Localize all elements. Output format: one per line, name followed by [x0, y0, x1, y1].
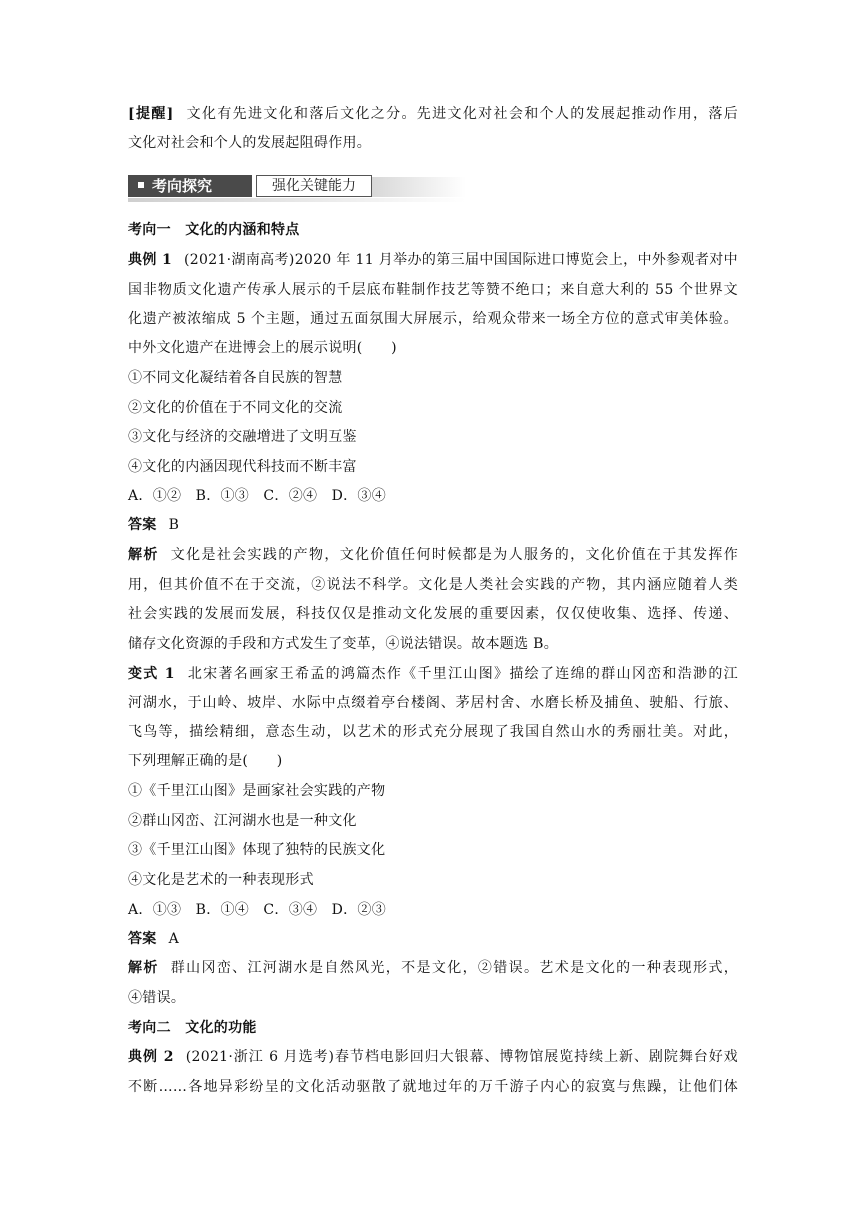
example1-choices: A．①② B．①③ C．②④ D．③④ [128, 488, 387, 504]
example1-analysis-3: 社会实践的发展而发展，科技仅仅是推动文化发展的重要因素，仅仅使收集、选择、传递、 [128, 606, 738, 622]
variant1-analysis-1: 解析 群山冈峦、江河湖水是自然风光，不是文化，②错误。艺术是文化的一种表现形式， [128, 960, 738, 976]
variant1-label: 变式 1 [128, 666, 175, 682]
banner-underline [128, 198, 466, 202]
example1-line-2: 国非物质文化遗产传承人展示的千层底布鞋制作技艺等赞不绝口；来自意大利的 55 个世界文 [128, 282, 738, 298]
variant1-option-3: ③《千里江山图》体现了独特的民族文化 [128, 842, 386, 858]
square-bullet-icon [138, 182, 144, 188]
reminder-text-1: 文化有先进文化和落后文化之分。先进文化对社会和个人的发展起推动作用，落后 [185, 106, 738, 122]
example1-label: 典例 1 [128, 252, 173, 268]
example1-option-4: ④文化的内涵因现代科技而不断丰富 [128, 459, 357, 475]
example1-option-2: ②文化的价值在于不同文化的交流 [128, 400, 343, 416]
example1-option-1: ①不同文化凝结着各自民族的智慧 [128, 370, 343, 386]
variant1-line-3: 飞鸟等，描绘精细，意态生动，以艺术的形式充分展现了我国自然山水的秀丽壮美。对此， [128, 724, 738, 740]
section-title-2: 考向二 文化的功能 [128, 1020, 257, 1036]
example1-line-4: 中外文化遗产在进博会上的展示说明( ) [128, 340, 397, 356]
example1-line-3: 化遗产被浓缩成 5 个主题，通过五面氛围大屏展示，给观众带来一场全方位的意式审美体验。 [128, 311, 738, 327]
variant1-choices: A．①③ B．①④ C．③④ D．②③ [128, 902, 387, 918]
example1-analysis-4: 储存文化资源的手段和方式发生了变革，④说法错误。故本题选 B。 [128, 636, 559, 652]
variant1-option-4: ④文化是艺术的一种表现形式 [128, 872, 314, 888]
example2-label: 典例 2 [128, 1049, 174, 1065]
example2-line-1: 典例 2 (2021·浙江 6 月选考)春节档电影回归大银幕、博物馆展览持续上新、剧院舞台好戏 [128, 1049, 738, 1065]
example2-line-2: 不断……各地异彩纷呈的文化活动驱散了就地过年的万千游子内心的寂寞与焦躁，让他们体 [128, 1079, 738, 1095]
variant1-answer: 答案 A [128, 931, 180, 947]
reminder-label: [提醒] [128, 106, 174, 122]
variant1-option-2: ②群山冈峦、江河湖水也是一种文化 [128, 813, 357, 829]
example1-answer: 答案 B [128, 517, 180, 533]
banner-left-label [128, 175, 252, 197]
banner-left-text: 考向探究 [152, 177, 213, 195]
reminder-line-2: 文化对社会和个人的发展起阻碍作用。 [128, 135, 372, 151]
variant1-analysis-2: ④错误。 [128, 990, 186, 1006]
section-title-1: 考向一 文化的内涵和特点 [128, 222, 300, 238]
banner-right-label: 强化关键能力 [256, 175, 372, 197]
example1-line-1: 典例 1 (2021·湖南高考)2020 年 11 月举办的第三届中国国际进口博览会上，中外参观者对中 [128, 252, 738, 268]
variant1-line-2: 河湖水，于山岭、坡岸、水际中点缀着亭台楼阁、茅居村舍、水磨长桥及捕鱼、驶船、行旅、 [128, 695, 738, 711]
variant1-line-1: 变式 1 北宋著名画家王希孟的鸿篇杰作《千里江山图》描绘了连绵的群山冈峦和浩渺的江 [128, 666, 738, 682]
section-banner [128, 173, 466, 203]
example1-option-3: ③文化与经济的交融增进了文明互鉴 [128, 429, 357, 445]
reminder-line-1 [128, 104, 738, 124]
variant1-option-1: ①《千里江山图》是画家社会实践的产物 [128, 783, 386, 799]
example1-analysis-2: 用，但其价值不在于交流，②说法不科学。文化是人类社会实践的产物，其内涵应随着人类 [128, 577, 738, 593]
variant1-line-4: 下列理解正确的是( ) [128, 753, 283, 769]
example1-analysis-1: 解析 文化是社会实践的产物，文化价值任何时候都是为人服务的，文化价值在于其发挥作 [128, 547, 738, 563]
banner-shade [372, 177, 466, 197]
